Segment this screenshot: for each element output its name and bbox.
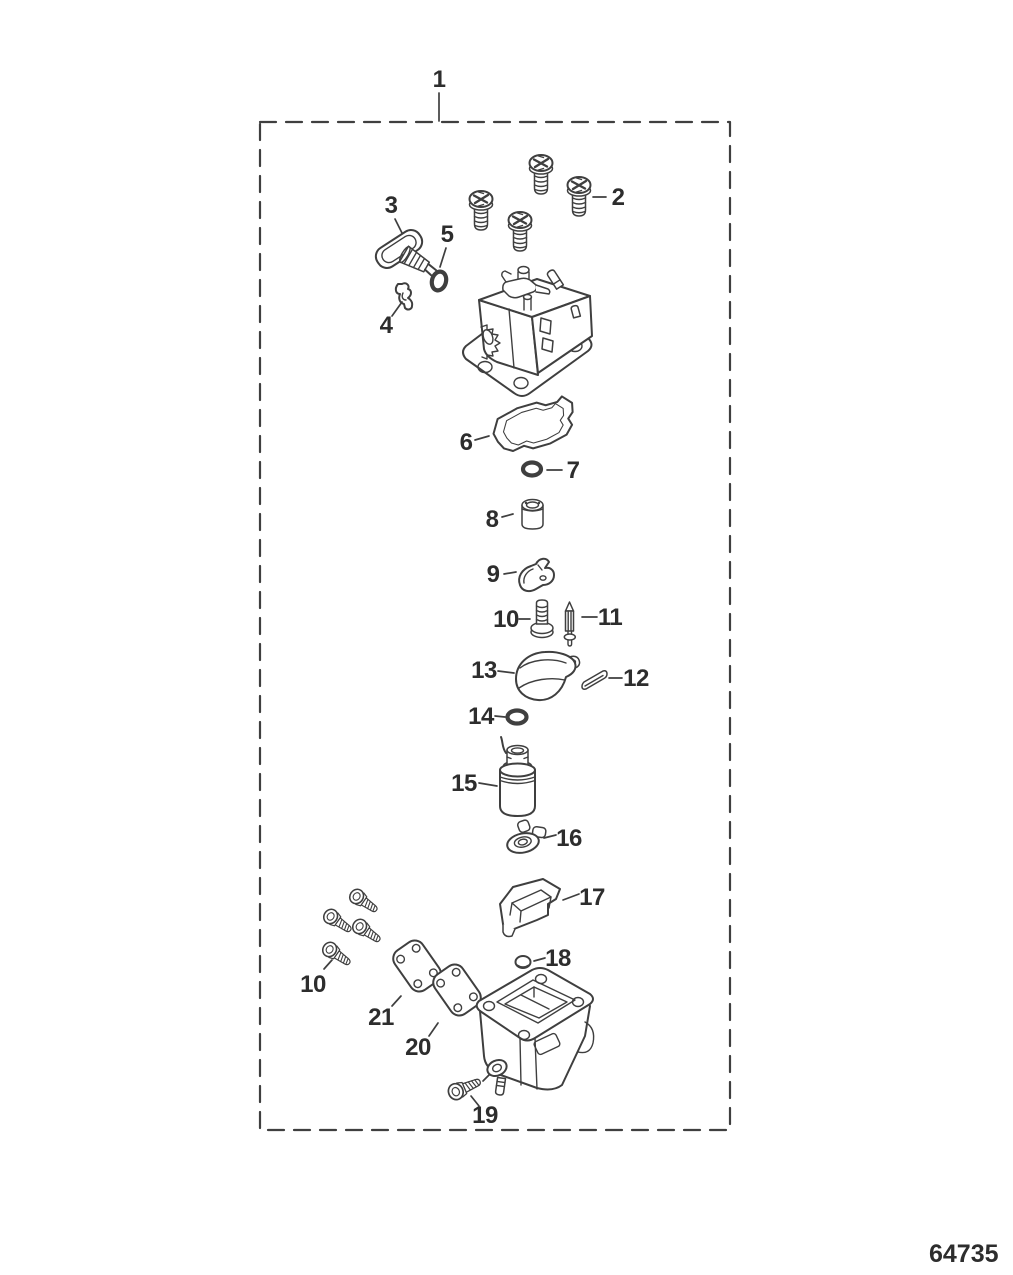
callout-10-duplicate: 10	[300, 971, 326, 998]
callout-20: 20	[405, 1034, 431, 1061]
part-6-gasket	[489, 393, 582, 457]
float-bowl-housing	[477, 968, 594, 1095]
part-11-needle-valve	[564, 602, 575, 646]
part-14-o-ring	[508, 711, 527, 724]
callout-11: 11	[597, 604, 623, 631]
pump-cover-housing	[463, 267, 592, 397]
part-4-clip	[396, 283, 412, 309]
callout-14: 14	[468, 703, 494, 730]
part-13-float	[516, 652, 580, 700]
part-15-fuel-pump	[500, 737, 535, 816]
callout-1: 1	[432, 66, 446, 93]
callout-7: 7	[566, 457, 580, 484]
callout-leader-lines	[324, 93, 622, 1106]
part-9-retainer-clip	[519, 559, 554, 591]
callout-3: 3	[384, 192, 398, 219]
callout-4: 4	[379, 312, 393, 339]
callout-15: 15	[451, 770, 477, 797]
part-8-filter	[522, 500, 543, 530]
part-18-plug	[516, 956, 531, 968]
part-10-screw	[531, 600, 553, 638]
callout-10: 10	[493, 606, 519, 633]
part-10-screws-group	[320, 887, 384, 970]
part-12-pin	[582, 671, 607, 689]
callout-8: 8	[485, 506, 499, 533]
part-19-bolt	[446, 1074, 483, 1102]
callout-17: 17	[579, 884, 605, 911]
part-7-o-ring	[523, 463, 541, 476]
part-2-screws	[470, 155, 591, 251]
part-3-sensor	[372, 226, 440, 280]
callout-5: 5	[440, 221, 454, 248]
drawing-number: 64735	[929, 1240, 999, 1268]
callout-18: 18	[545, 945, 571, 972]
callout-9: 9	[486, 561, 500, 588]
callout-6: 6	[459, 429, 473, 456]
callout-12: 12	[623, 665, 649, 692]
callout-13: 13	[471, 657, 497, 684]
callout-2: 2	[611, 184, 625, 211]
callout-21: 21	[368, 1004, 394, 1031]
part-5-o-ring	[430, 270, 448, 292]
callout-19: 19	[472, 1102, 498, 1129]
part-16-grommet	[503, 816, 551, 856]
part-17-bracket	[500, 879, 560, 937]
callout-16: 16	[556, 825, 582, 852]
